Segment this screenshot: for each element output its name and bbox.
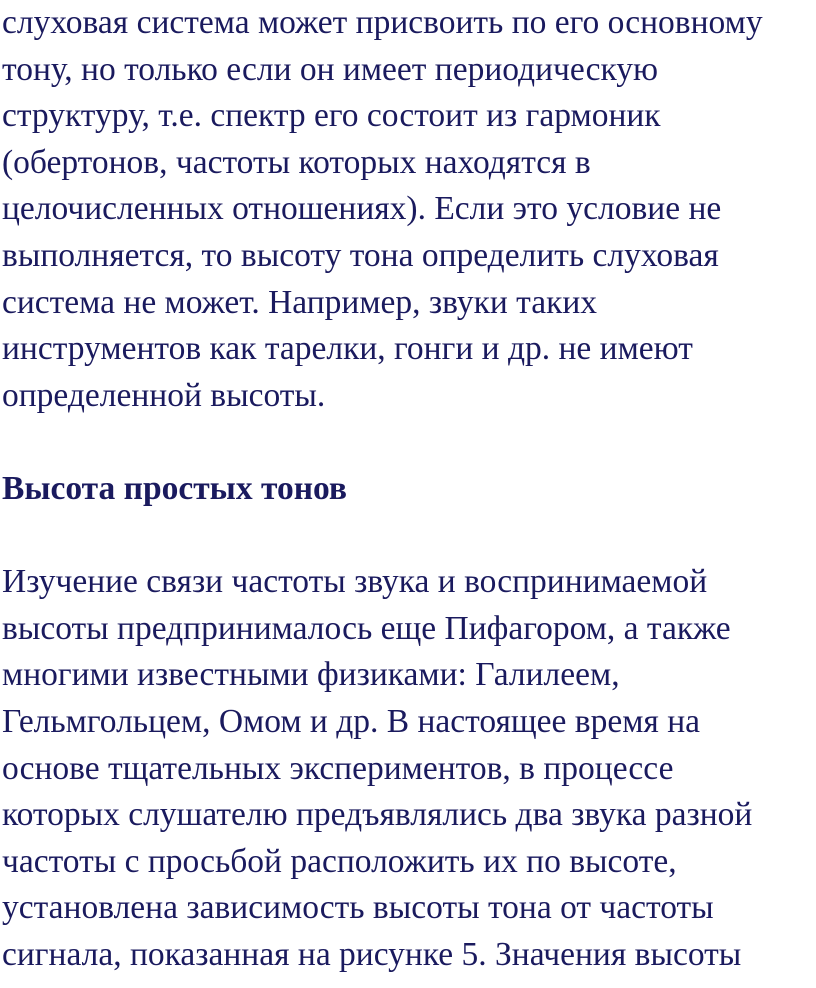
text-line: которых слушателю предъявлялись два звука разной (2, 796, 753, 834)
text-line: слуховая система может присвоить по его основному (2, 4, 763, 41)
text-line: сигнала, показанная на рисунке 5. Значения высоты (2, 935, 742, 973)
text-line: (обертонов, частоты которых находятся в (2, 143, 591, 181)
text-line: инструментов как тарелки, гонги и др. не имеют (2, 330, 693, 368)
text-line: основе тщательных экспериментов, в процессе (2, 749, 674, 787)
text-line: установлена зависимость высоты тона от частоты (2, 889, 714, 927)
text-line: частоты с просьбой расположить их по высоте, (2, 842, 677, 880)
text-line: Гельмгольцем, Омом и др. В настоящее время на (2, 702, 700, 740)
spacer (2, 513, 814, 560)
document-page (2, 0, 814, 978)
text-line: высоты предпринималось еще Пифагором, а также (2, 609, 731, 647)
paragraph-pitch (2, 559, 814, 978)
text-line: система не может. Например, звуки таких (2, 283, 598, 321)
spacer (2, 419, 814, 466)
text-line: многими известными физиками: Галилеем, (2, 656, 620, 694)
text-line: тону, но только если он имеет периодическую (2, 50, 659, 88)
paragraph-intro (2, 0, 814, 419)
text-line: структуру, т.е. спектр его состоит из гармоник (2, 97, 661, 135)
text-line: целочисленных отношениях). Если это условие не (2, 190, 722, 228)
text-line: Изучение связи частоты звука и воспринимаемой (2, 563, 708, 601)
section-heading: Высота простых тонов (2, 469, 348, 507)
text-line: выполняется, то высоту тона определить слуховая (2, 236, 719, 274)
text-line: определенной высоты. (2, 376, 326, 414)
